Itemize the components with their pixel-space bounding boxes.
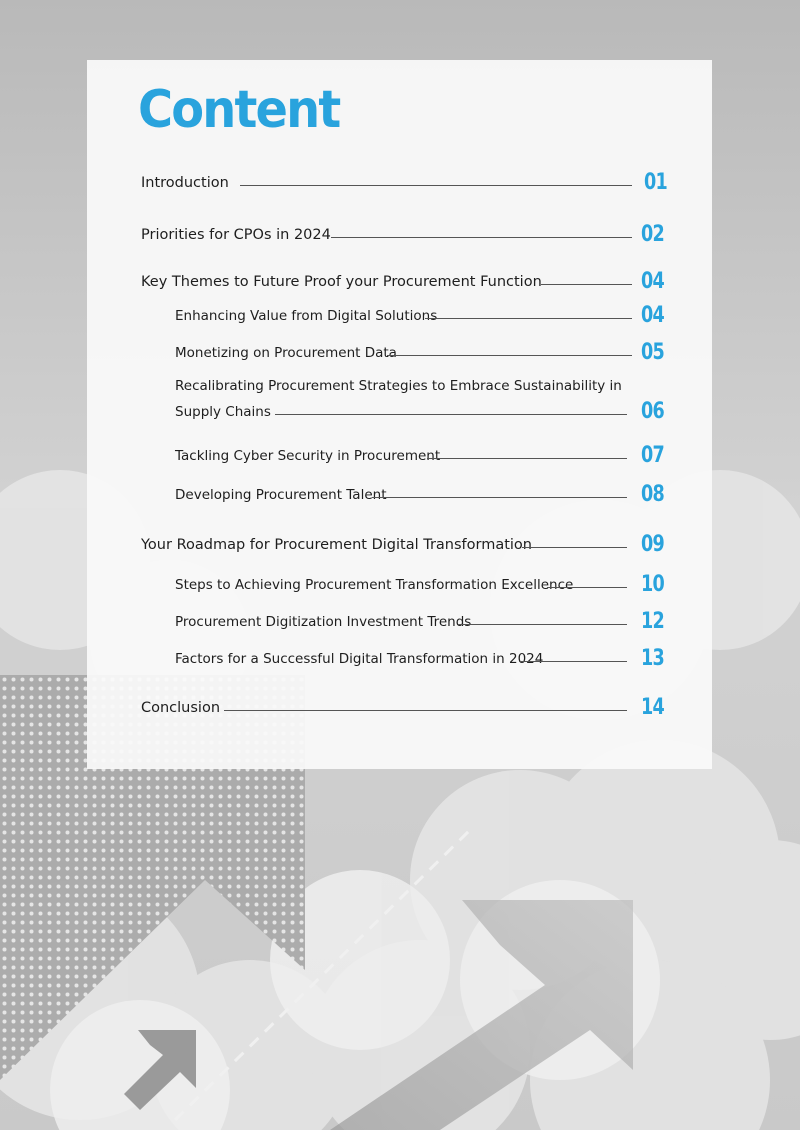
toc-leader-line	[425, 318, 632, 319]
page-title: Content	[138, 80, 340, 140]
toc-entry-cyber-security[interactable]	[175, 438, 666, 468]
toc-label: Tackling Cyber Security in Procurement	[175, 448, 441, 464]
toc-entry-transformation-excellence[interactable]	[175, 567, 666, 597]
toc-entry-investment-trends[interactable]	[175, 604, 666, 634]
toc-label: Enhancing Value from Digital Solutions	[175, 308, 438, 324]
toc-label-line1: Recalibrating Procurement Strategies to Embrace Sustainability in	[175, 378, 622, 394]
toc-leader-line	[541, 284, 632, 285]
toc-leader-line	[331, 237, 632, 238]
toc-label: Monetizing on Procurement Data	[175, 345, 397, 361]
toc-page-number: 06	[641, 399, 664, 424]
toc-entry-sustainability[interactable]	[175, 378, 666, 424]
toc-entry-digital-solutions[interactable]	[175, 298, 666, 328]
toc-page-number: 10	[641, 572, 664, 597]
toc-leader-line	[522, 547, 627, 548]
toc-page-number: 04	[641, 269, 664, 294]
toc-leader-line	[224, 710, 627, 711]
toc-label: Your Roadmap for Procurement Digital Transformation	[141, 537, 532, 553]
toc-label-line2: Supply Chains	[175, 404, 271, 420]
toc-entry-successful-transformation[interactable]	[175, 641, 666, 671]
toc-leader-line	[372, 497, 627, 498]
toc-page-number: 05	[641, 340, 664, 365]
toc-leader-line	[458, 624, 627, 625]
toc-entry-talent[interactable]	[175, 477, 666, 507]
toc-leader-line	[240, 185, 632, 186]
toc-page-number: 04	[641, 303, 664, 328]
toc-page-number: 09	[641, 532, 664, 557]
toc-leader-line	[547, 587, 627, 588]
toc-entry-procurement-data[interactable]	[175, 335, 666, 365]
toc-leader-line	[275, 414, 627, 415]
toc-entry-priorities[interactable]	[141, 217, 666, 247]
toc-label: Factors for a Successful Digital Transformation in 2024	[175, 651, 544, 667]
toc-entry-roadmap[interactable]	[141, 527, 666, 557]
toc-label: Developing Procurement Talent	[175, 487, 387, 503]
toc-page-number: 08	[641, 482, 664, 507]
toc-label: Introduction	[141, 175, 229, 191]
toc-page-number: 12	[641, 609, 664, 634]
toc-page-number: 13	[641, 646, 664, 671]
toc-label: Conclusion	[141, 700, 221, 716]
toc-page-number: 14	[641, 695, 664, 720]
toc-page-number: 07	[641, 443, 664, 468]
toc-page-number: 02	[641, 222, 664, 247]
toc-leader-line	[519, 661, 627, 662]
toc-entry-key-themes[interactable]	[141, 264, 666, 294]
toc-entry-conclusion[interactable]	[141, 690, 666, 720]
toc-page-number: 01	[644, 170, 667, 195]
toc-label: Key Themes to Future Proof your Procurement Function	[141, 274, 542, 290]
toc-entry-introduction[interactable]	[141, 165, 666, 195]
toc-leader-line	[387, 355, 632, 356]
toc-label: Procurement Digitization Investment Trends	[175, 614, 472, 630]
toc-leader-line	[427, 458, 627, 459]
toc-label: Steps to Achieving Procurement Transformation Excellence	[175, 577, 574, 593]
toc-label: Priorities for CPOs in 2024	[141, 227, 331, 243]
